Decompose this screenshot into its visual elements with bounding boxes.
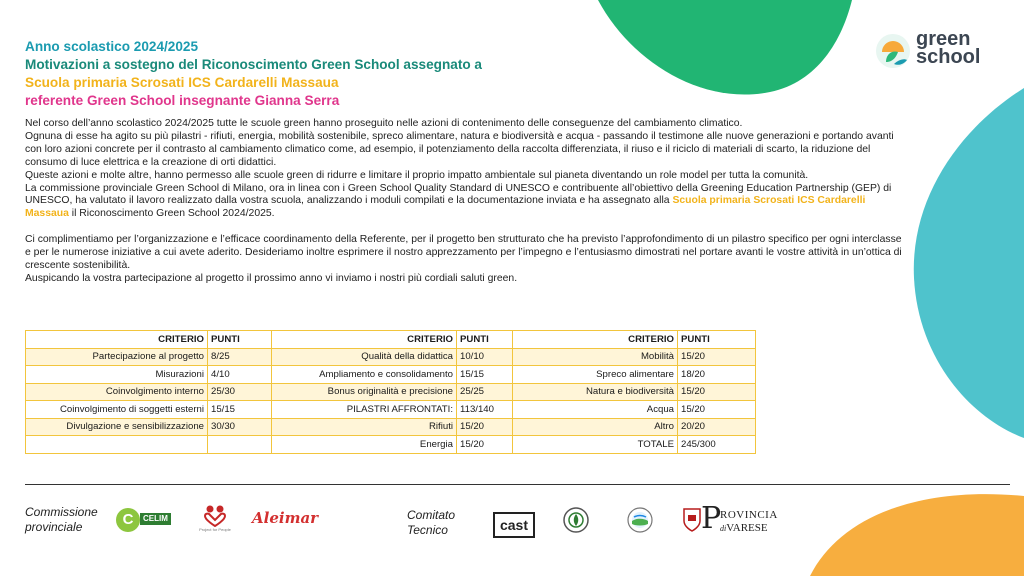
table-cell: 113/140	[457, 401, 513, 419]
table-row	[26, 366, 756, 384]
project-for-people-text: Project for People	[199, 527, 231, 532]
table-cell: 15/20	[678, 401, 756, 419]
table-cell: 15/20	[457, 436, 513, 454]
table-row	[26, 348, 756, 366]
paragraph-4-text: La commissione provinciale Green School di Milano, ora in linea con i Green School Quality Standard di UNESCO e contribuente all’obiettivo della Greening Education Partnership (GEP) di UNESCO, ha valutato il lavoro realizzato dalla vostra scuola, analizzando i moduli compilati e la documentazione inviata e ha assegnato alla	[25, 182, 892, 207]
table-cell: 25/30	[208, 383, 272, 401]
orange-arc-shape	[810, 486, 1024, 576]
paragraph-6: Auspicando la vostra partecipazione al progetto il prossimo anno vi inviamo i nostri più cordiali saluti green.	[25, 272, 518, 284]
column-header: PUNTI	[208, 331, 272, 349]
table-cell: 8/25	[208, 348, 272, 366]
table-cell	[208, 436, 272, 454]
table-row	[26, 418, 756, 436]
table-cell: 15/20	[678, 348, 756, 366]
table-cell: Qualità della didattica	[272, 348, 457, 366]
project-for-people-logo	[196, 503, 234, 535]
table-cell: Acqua	[513, 401, 678, 419]
table-cell: 25/25	[457, 383, 513, 401]
table-row	[26, 383, 756, 401]
footer-divider	[25, 484, 1010, 485]
table-cell: Altro	[513, 418, 678, 436]
paragraph-5: Ci complimentiamo per l’organizzazione e l’efficace coordinamento della Referente, per il progetto ben strutturato che ha previsto l’approfondimento di un pilastro specifico per ogni interclasse e per le numerose iniziative a cui avete aderito. Desideriamo inoltre esprimere il nostro apprezzamento per l’impegno e l’entusiasmo dimostrati nel portare avanti le vostre attività in un’ottica di crescente sostenibilità.	[25, 234, 902, 271]
table-cell: Spreco alimentare	[513, 366, 678, 384]
table-cell: 15/15	[457, 366, 513, 384]
table-cell: Bonus originalità e precisione	[272, 383, 457, 401]
di-varese-line: diVARESE	[720, 522, 768, 534]
table-cell: 15/15	[208, 401, 272, 419]
paragraph-4	[25, 183, 905, 222]
table-cell: 10/10	[457, 348, 513, 366]
logo-wordmark	[916, 30, 980, 66]
table-cell	[26, 436, 208, 454]
table-cell: TOTALE	[513, 436, 678, 454]
table-cell: Coinvolgimento interno	[26, 383, 208, 401]
column-header: PUNTI	[457, 331, 513, 349]
letter-body	[25, 118, 905, 286]
column-header: CRITERIO	[513, 331, 678, 349]
criteria-table	[25, 330, 756, 454]
celim-wordmark: CELIM	[140, 513, 171, 525]
table-cell: 18/20	[678, 366, 756, 384]
table-cell: 15/20	[678, 383, 756, 401]
comitato-tecnico-label: Comitato Tecnico	[407, 508, 456, 537]
table-cell: Divulgazione e sensibilizzazione	[26, 418, 208, 436]
referent-name: referente Green School insegnante Gianna Serra	[25, 93, 340, 108]
paragraph-4-end: il Riconoscimento Green School 2024/2025.	[71, 208, 275, 220]
table-cell: 20/20	[678, 418, 756, 436]
green-leaf-shape	[590, 0, 860, 100]
people-heart-icon	[202, 503, 228, 527]
paragraph-2: Ognuna di esse ha agito su più pilastri - rifiuti, energia, mobilità sostenibile, spreco alimentare, natura e biodiversità e acqua - passando il testimone alle nuove generazioni e portando avanti con loro azioni concrete per il contrasto al cambiamento climatico come, ad esempio, il potenziamento della raccolta differenziata, il riuso e il riciclo di materiali di scarto, la riduzione del consumo di luce elettrica e la creazione di orti didattici.	[25, 130, 894, 168]
table-cell: Energia	[272, 436, 457, 454]
table-cell: 245/300	[678, 436, 756, 454]
table-header-row	[26, 331, 756, 349]
paragraph-1: Nel corso dell’anno scolastico 2024/2025 tutte le scuole green hanno proseguito nelle azioni di contenimento delle conseguenze del cambiamento climatico.	[25, 118, 743, 129]
letter-header	[25, 38, 482, 110]
green-school-logo	[874, 28, 989, 72]
table-row	[26, 436, 756, 454]
table-cell: 4/10	[208, 366, 272, 384]
logo-school-word: school	[916, 46, 981, 68]
circular-emblem-icon	[562, 506, 590, 534]
table-cell: Mobilità	[513, 348, 678, 366]
provincia-big-p: P	[701, 501, 722, 536]
table-row	[26, 401, 756, 419]
green-school-emblem-icon	[874, 32, 912, 70]
table-cell: PILASTRI AFFRONTATI:	[272, 401, 457, 419]
celim-logo	[116, 508, 174, 534]
column-header: CRITERIO	[272, 331, 457, 349]
table-cell: Natura e biodiversità	[513, 383, 678, 401]
school-year: Anno scolastico 2024/2025	[25, 39, 199, 54]
table-cell: Misurazioni	[26, 366, 208, 384]
provincia-word: ROVINCIA	[720, 509, 778, 521]
provincia-di-varese-logo	[682, 501, 782, 537]
column-header: CRITERIO	[26, 331, 208, 349]
paragraph-3: Queste azioni e molte altre, hanno permesso alle scuole green di ridurre e limitare il proprio impatto ambientale sul pianeta diventando un role model per tutta la comunità.	[25, 169, 809, 181]
motivation-title: Motivazioni a sostegno del Riconoscimento Green School assegnato a	[25, 57, 482, 72]
teal-arc-shape	[900, 88, 1024, 448]
table-cell: Partecipazione al progetto	[26, 348, 208, 366]
globe-emblem-icon	[626, 506, 654, 534]
table-cell: Coinvolgimento di soggetti esterni	[26, 401, 208, 419]
table-cell: 30/30	[208, 418, 272, 436]
celim-c-icon: C	[116, 508, 140, 532]
table-cell: Ampliamento e consolidamento	[272, 366, 457, 384]
provincia-crest-icon	[682, 507, 702, 533]
column-header: PUNTI	[678, 331, 756, 349]
table-cell: 15/20	[457, 418, 513, 436]
cast-logo: cast	[493, 512, 535, 538]
table-cell: Rifiuti	[272, 418, 457, 436]
school-name: Scuola primaria Scrosati ICS Cardarelli Massaua	[25, 75, 339, 90]
commissione-provinciale-label: Commissione provinciale	[25, 505, 98, 534]
logo-green-word: green	[916, 28, 971, 50]
aleimar-logo: Aleimar	[252, 509, 319, 527]
paragraph-4-school: Scuola primaria Scrosati ICS Cardarelli Massaua	[25, 195, 866, 220]
